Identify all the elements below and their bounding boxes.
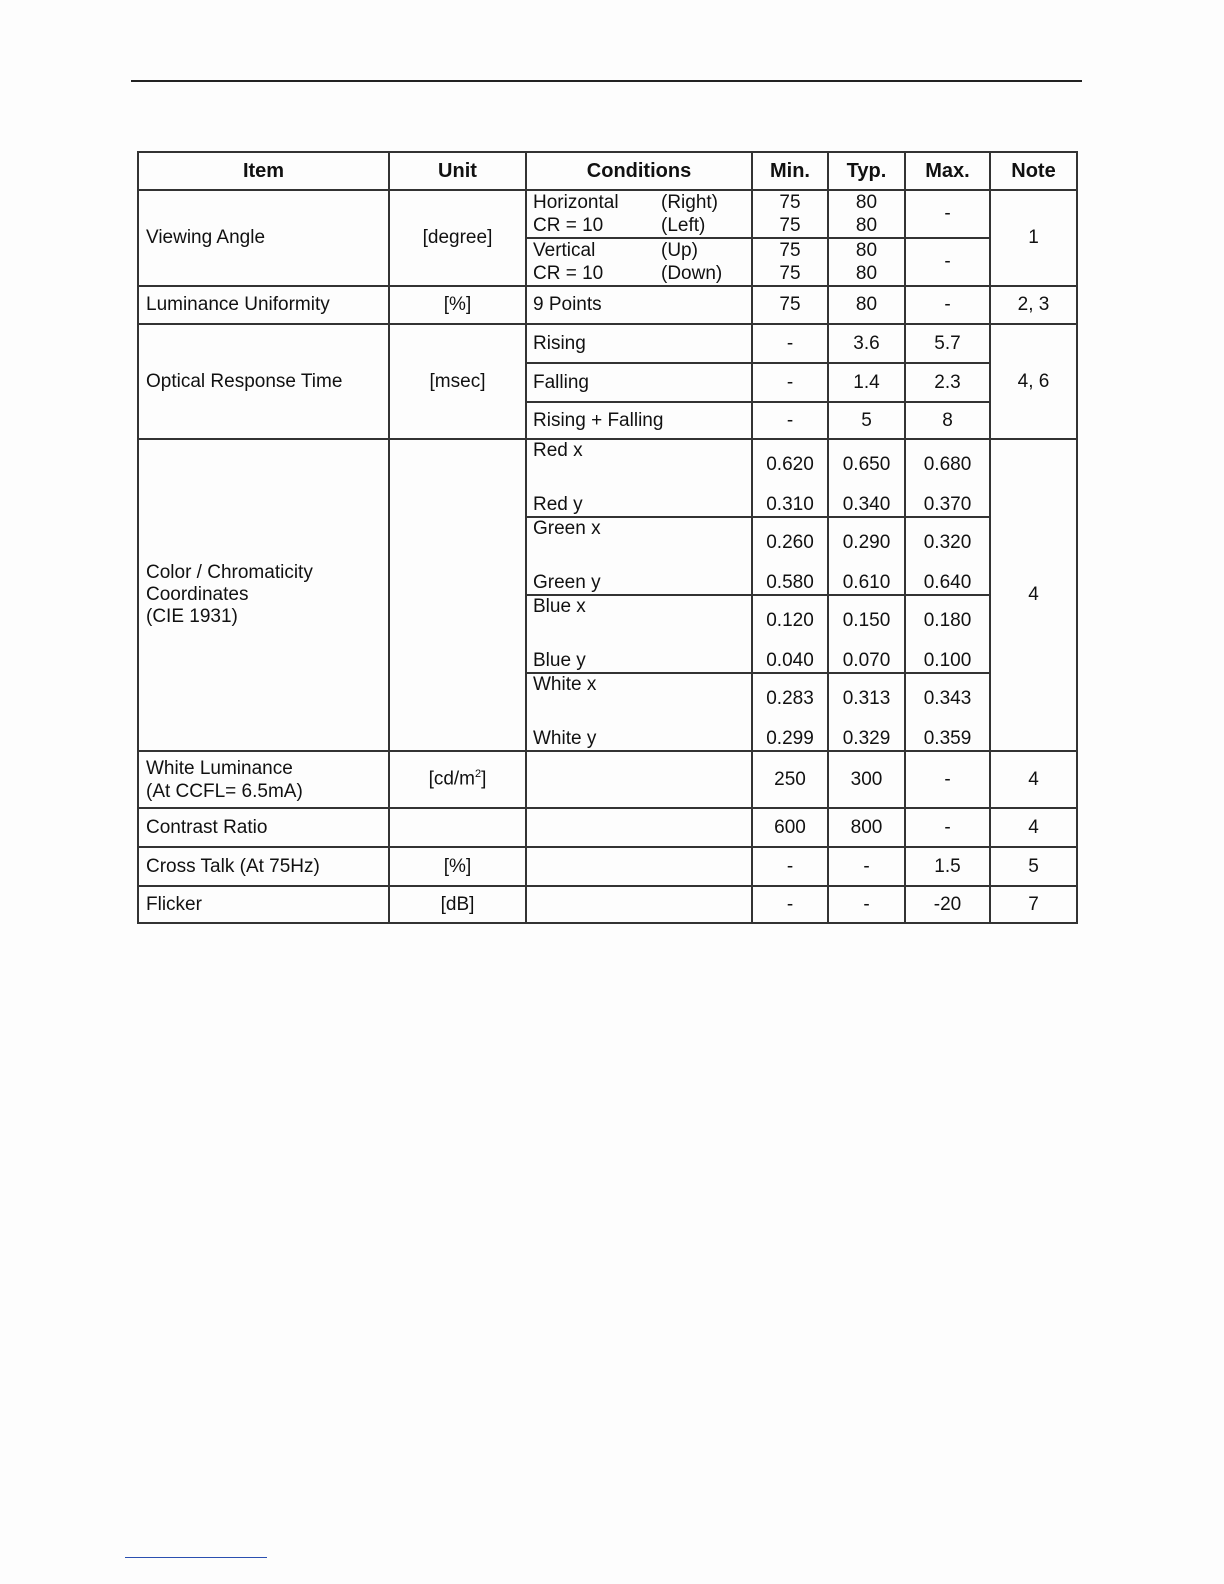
chromaticity-max (905, 673, 990, 751)
flicker-row (138, 886, 1077, 923)
optical-response-typ: 3.6 (828, 324, 905, 363)
header-max: Max. (905, 152, 990, 190)
chromaticity-min (752, 517, 828, 595)
optical-response-cond: Falling (526, 363, 752, 402)
cond-x: Red x (533, 440, 583, 461)
contrast-ratio-max: - (905, 808, 990, 847)
header-note: Note (990, 152, 1077, 190)
chromaticity-typ (828, 439, 905, 517)
value: 0.320 (923, 532, 972, 553)
luminance-uniformity-note: 2, 3 (990, 286, 1077, 324)
value: 80 (855, 240, 878, 261)
value: 75 (779, 215, 801, 236)
value: 0.070 (842, 650, 891, 671)
cond-y: Red y (533, 494, 583, 515)
viewing-angle-horizontal-max: - (905, 190, 990, 238)
optical-response-typ: 5 (828, 402, 905, 439)
chromaticity-typ (828, 595, 905, 673)
chromaticity-cond (526, 673, 752, 751)
optical-response-min: - (752, 402, 828, 439)
cond-y: Green y (533, 572, 601, 593)
chromaticity-item (138, 439, 389, 751)
chromaticity-min (752, 439, 828, 517)
optical-response-min: - (752, 363, 828, 402)
viewing-angle-horizontal-row (138, 190, 1077, 238)
optical-response-item: Optical Response Time (138, 324, 389, 439)
unit-end: ] (481, 768, 487, 790)
optical-response-max: 8 (905, 402, 990, 439)
optical-response-max: 2.3 (905, 363, 990, 402)
flicker-note: 7 (990, 886, 1077, 923)
header-min: Min. (752, 152, 828, 190)
cross-talk-row (138, 847, 1077, 886)
white-luminance-item (138, 751, 389, 808)
cross-talk-item: Cross Talk (At 75Hz) (138, 847, 389, 886)
value: 0.343 (923, 688, 972, 709)
value: 0.180 (923, 610, 972, 631)
cross-talk-max: 1.5 (905, 847, 990, 886)
luminance-uniformity-item: Luminance Uniformity (138, 286, 389, 324)
value: 0.329 (842, 728, 891, 749)
optical-response-unit: [msec] (389, 324, 526, 439)
value: 0.620 (766, 454, 814, 475)
value: 0.340 (842, 494, 891, 515)
value: 0.290 (842, 532, 891, 553)
optical-response-min: - (752, 324, 828, 363)
chromaticity-max (905, 595, 990, 673)
chromaticity-note: 4 (990, 439, 1077, 751)
white-luminance-unit (389, 751, 526, 808)
flicker-unit: [dB] (389, 886, 526, 923)
header-rule (131, 80, 1082, 82)
value: 0.310 (766, 494, 814, 515)
chromaticity-typ (828, 517, 905, 595)
chromaticity-item-line: Color / Chromaticity (146, 562, 313, 583)
chromaticity-item-line: (CIE 1931) (146, 606, 238, 627)
cond-label: CR = 10 (533, 263, 604, 284)
cond-dir: (Up) (661, 240, 698, 261)
value: 0.313 (842, 688, 891, 709)
cond-label: Vertical (533, 240, 596, 261)
chromaticity-cond (526, 517, 752, 595)
chromaticity-unit (389, 439, 526, 751)
viewing-angle-note: 1 (990, 190, 1077, 286)
cross-talk-cond (526, 847, 752, 886)
cond-dir: (Right) (661, 192, 719, 213)
chromaticity-row (138, 439, 1077, 517)
contrast-ratio-typ: 800 (828, 808, 905, 847)
cond-label: CR = 10 (533, 215, 604, 236)
cross-talk-typ: - (828, 847, 905, 886)
optical-response-cond: Rising (526, 324, 752, 363)
chromaticity-typ (828, 673, 905, 751)
viewing-angle-horizontal-typ (828, 190, 905, 238)
value: 0.260 (766, 532, 814, 553)
flicker-typ: - (828, 886, 905, 923)
optical-response-max: 5.7 (905, 324, 990, 363)
header-item: Item (138, 152, 389, 190)
flicker-item: Flicker (138, 886, 389, 923)
value: 80 (855, 263, 878, 284)
value: 0.650 (842, 454, 891, 475)
header-row (138, 152, 1077, 190)
optical-spec-table (137, 151, 1078, 924)
flicker-cond (526, 886, 752, 923)
luminance-uniformity-cond: 9 Points (526, 286, 752, 324)
value: 0.580 (766, 572, 814, 593)
chromaticity-min (752, 673, 828, 751)
cond-dir: (Left) (661, 215, 706, 236)
value: 0.120 (766, 610, 814, 631)
value: 0.640 (923, 572, 972, 593)
luminance-uniformity-max: - (905, 286, 990, 324)
cond-dir: (Down) (661, 263, 723, 284)
value: 0.299 (766, 728, 814, 749)
unit-base: [cd/m (428, 768, 476, 790)
contrast-ratio-cond (526, 808, 752, 847)
value: 0.680 (923, 454, 972, 475)
chromaticity-cond (526, 439, 752, 517)
luminance-uniformity-typ: 80 (828, 286, 905, 324)
viewing-angle-vertical-cond (526, 238, 752, 286)
viewing-angle-vertical-typ (828, 238, 905, 286)
contrast-ratio-row (138, 808, 1077, 847)
optical-response-note: 4, 6 (990, 324, 1077, 439)
chromaticity-item-line: Coordinates (146, 584, 249, 605)
contrast-ratio-min: 600 (752, 808, 828, 847)
white-luminance-item-line: White Luminance (146, 757, 293, 779)
white-luminance-min: 250 (752, 751, 828, 808)
contrast-ratio-note: 4 (990, 808, 1077, 847)
chromaticity-max (905, 517, 990, 595)
unit-sup: 2 (475, 768, 482, 781)
cross-talk-note: 5 (990, 847, 1077, 886)
white-luminance-note: 4 (990, 751, 1077, 808)
value: 0.100 (923, 650, 972, 671)
optical-response-typ: 1.4 (828, 363, 905, 402)
footer-link-underline (125, 1557, 267, 1558)
cond-x: Blue x (533, 596, 586, 617)
cond-y: White y (533, 728, 597, 749)
cond-x: White x (533, 674, 597, 695)
chromaticity-cond (526, 595, 752, 673)
luminance-uniformity-row (138, 286, 1077, 324)
viewing-angle-horizontal-cond (526, 190, 752, 238)
white-luminance-cond (526, 751, 752, 808)
chromaticity-min (752, 595, 828, 673)
flicker-max: -20 (905, 886, 990, 923)
contrast-ratio-unit (389, 808, 526, 847)
cross-talk-unit: [%] (389, 847, 526, 886)
value: 75 (779, 192, 801, 213)
white-luminance-typ: 300 (828, 751, 905, 808)
chromaticity-max (905, 439, 990, 517)
contrast-ratio-item: Contrast Ratio (138, 808, 389, 847)
cond-label: Horizontal (533, 192, 619, 213)
value: 0.359 (923, 728, 972, 749)
value: 0.610 (842, 572, 891, 593)
value: 0.150 (842, 610, 891, 631)
header-typ: Typ. (828, 152, 905, 190)
white-luminance-row (138, 751, 1077, 808)
white-luminance-max: - (905, 751, 990, 808)
optical-response-cond: Rising + Falling (526, 402, 752, 439)
header-unit: Unit (389, 152, 526, 190)
viewing-angle-item: Viewing Angle (138, 190, 389, 286)
cond-y: Blue y (533, 650, 586, 671)
flicker-min: - (752, 886, 828, 923)
viewing-angle-vertical-min (752, 238, 828, 286)
viewing-angle-unit: [degree] (389, 190, 526, 286)
value: 80 (855, 215, 878, 236)
value: 75 (779, 263, 801, 284)
white-luminance-item-line: (At CCFL= 6.5mA) (146, 780, 303, 802)
optical-response-row (138, 324, 1077, 363)
luminance-uniformity-min: 75 (752, 286, 828, 324)
value: 75 (779, 240, 801, 261)
value: 80 (855, 192, 878, 213)
cond-x: Green x (533, 518, 601, 539)
header-conditions: Conditions (526, 152, 752, 190)
value: 0.370 (923, 494, 972, 515)
luminance-uniformity-unit: [%] (389, 286, 526, 324)
value: 0.283 (766, 688, 814, 709)
value: 0.040 (766, 650, 814, 671)
viewing-angle-vertical-max: - (905, 238, 990, 286)
cross-talk-min: - (752, 847, 828, 886)
viewing-angle-horizontal-min (752, 190, 828, 238)
